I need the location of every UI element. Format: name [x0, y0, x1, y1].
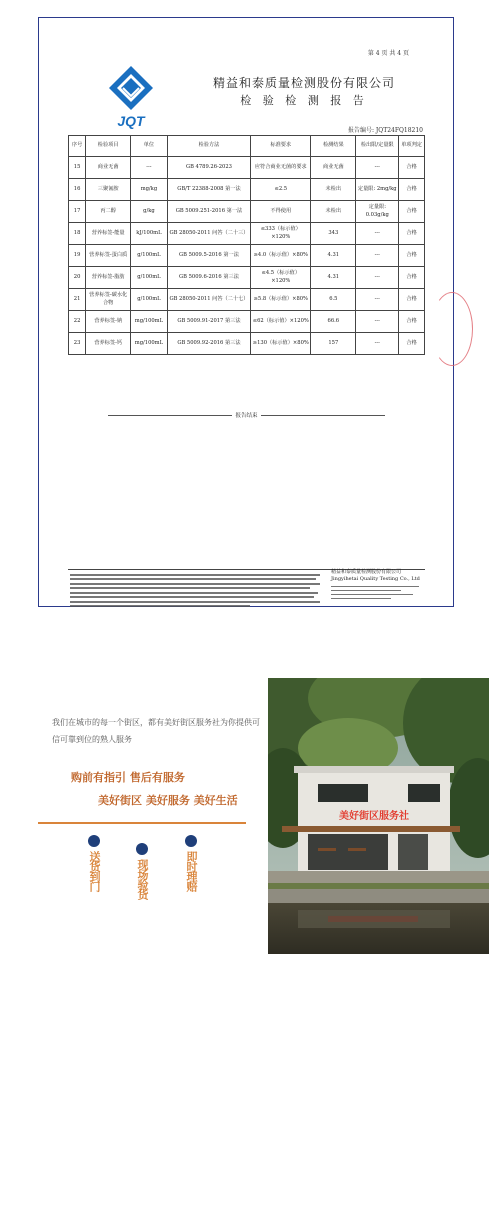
service-label: 现场验货: [136, 859, 149, 899]
company-name: 精益和泰质量检测股份有限公司: [212, 76, 395, 90]
header-cell: 序号: [69, 136, 86, 157]
header-cell: 单项判定: [399, 136, 425, 157]
table-cell: g/100mL: [131, 267, 167, 289]
end-note: [68, 411, 425, 419]
table-cell: 18: [69, 223, 86, 245]
table-cell: 商业无菌: [311, 157, 356, 179]
table-cell: 不得使用: [251, 201, 311, 223]
table-row: [69, 201, 425, 223]
table-row: [69, 179, 425, 201]
table-cell: ≤62（标示值）×120%: [251, 311, 311, 333]
table-cell: 营养标签-脂肪: [86, 267, 131, 289]
diamond-logo-icon: [103, 64, 159, 134]
table-cell: ---: [356, 333, 399, 355]
table-cell: 合格: [399, 157, 425, 179]
table-cell: ≥5.8（标示值）×80%: [251, 289, 311, 311]
page-number: 第 4 页 共 4 页: [367, 50, 409, 57]
table-cell: 合格: [399, 311, 425, 333]
table-cell: mg/kg: [131, 179, 167, 201]
service-item-claims: [183, 835, 199, 891]
table-cell: GB 28050-2011 问答（二十三）: [167, 223, 251, 245]
table-cell: 丙二醇: [86, 201, 131, 223]
table-cell: mg/100mL: [131, 333, 167, 355]
service-label: 送货到门: [88, 851, 101, 891]
table-cell: 合格: [399, 267, 425, 289]
table-cell: ---: [356, 157, 399, 179]
table-cell: kJ/100mL: [131, 223, 167, 245]
table-cell: 20: [69, 267, 86, 289]
table-cell: 合格: [399, 245, 425, 267]
table-cell: 营养标签-能量: [86, 223, 131, 245]
footer-company-block: [331, 569, 423, 602]
test-results-table: [68, 135, 425, 355]
header-cell: 检验方法: [167, 136, 251, 157]
bullet-dot-icon: [136, 843, 148, 855]
table-cell: 合格: [399, 289, 425, 311]
report-title: 检 验 检 测 报 告: [240, 94, 368, 107]
table-cell: 未检出: [311, 179, 356, 201]
slogan-line-1: 购前有指引 售后有服务: [71, 771, 185, 784]
table-cell: ---: [356, 289, 399, 311]
table-cell: g/100mL: [131, 289, 167, 311]
table-cell: 合格: [399, 223, 425, 245]
table-row: [69, 333, 425, 355]
table-cell: GB/T 22388-2008 第一法: [167, 179, 251, 201]
table-cell: ---: [356, 267, 399, 289]
header-cell: 检出限/定量限: [356, 136, 399, 157]
table-cell: 合格: [399, 179, 425, 201]
table-cell: 15: [69, 157, 86, 179]
table-cell: 三聚氰胺: [86, 179, 131, 201]
logo-text: JQT: [117, 113, 145, 129]
table-cell: 营养标签-碳水化合物: [86, 289, 131, 311]
service-item-inspection: [134, 843, 150, 899]
header-cell: 标准要求: [251, 136, 311, 157]
table-cell: GB 5009.6-2016 第三法: [167, 267, 251, 289]
table-cell: GB 28050-2011 问答（二十七）: [167, 289, 251, 311]
orange-divider: [38, 822, 246, 824]
footer-company-name: 精益和泰质量检测股份有限公司: [331, 569, 402, 575]
header-cell: 检测结果: [311, 136, 356, 157]
header-cell: 检验项目: [86, 136, 131, 157]
table-row: [69, 245, 425, 267]
table-cell: ≤333（标示值）×120%: [251, 223, 311, 245]
table-row: [69, 157, 425, 179]
company-logo: [103, 64, 159, 134]
table-row: [69, 289, 425, 311]
table-cell: 应符合商业无菌的要求: [251, 157, 311, 179]
table-cell: GB 5009.92-2016 第三法: [167, 333, 251, 355]
table-cell: 营养标签-蛋白质: [86, 245, 131, 267]
test-report-document: [38, 17, 454, 607]
table-cell: 23: [69, 333, 86, 355]
table-cell: GB 5009.91-2017 第三法: [167, 311, 251, 333]
photo-sign-text: 美好街区服务社: [339, 811, 409, 822]
table-cell: 21: [69, 289, 86, 311]
footer-fine-print: [70, 571, 320, 610]
table-cell: 营养标签-钙: [86, 333, 131, 355]
table-cell: 16: [69, 179, 86, 201]
report-number: 报告编号: JQT24FQ18210: [347, 127, 423, 134]
table-body: [69, 157, 425, 355]
end-note-text: 报告结束: [232, 413, 260, 419]
table-cell: mg/100mL: [131, 311, 167, 333]
table-header-row: [69, 136, 425, 157]
table-row: [69, 223, 425, 245]
table-cell: GB 5009.5-2016 第一法: [167, 245, 251, 267]
table-cell: 4.31: [311, 267, 356, 289]
table-cell: 营养标签-钠: [86, 311, 131, 333]
table-cell: ≤4.5（标示值）×120%: [251, 267, 311, 289]
table-row: [69, 267, 425, 289]
table-cell: 商业无菌: [86, 157, 131, 179]
red-seal-stamp: [431, 292, 473, 366]
table-cell: GB 5009.251-2016 第一法: [167, 201, 251, 223]
table-cell: ---: [356, 311, 399, 333]
service-label: 即时理赔: [185, 851, 198, 891]
bullet-dot-icon: [185, 835, 197, 847]
table-cell: ---: [356, 245, 399, 267]
header-cell: 单位: [131, 136, 167, 157]
table-cell: 17: [69, 201, 86, 223]
table-cell: ---: [131, 157, 167, 179]
table-cell: 22: [69, 311, 86, 333]
table-cell: 66.6: [311, 311, 356, 333]
bullet-dot-icon: [88, 835, 100, 847]
table-cell: 合格: [399, 201, 425, 223]
storefront-photo: [268, 678, 489, 954]
table-cell: ≥130（标示值）×80%: [251, 333, 311, 355]
table-cell: 4.31: [311, 245, 356, 267]
service-item-delivery: [86, 835, 102, 891]
table-cell: ≥4.0（标示值）×80%: [251, 245, 311, 267]
table-cell: ---: [356, 223, 399, 245]
table-cell: 定量限: 2mg/kg: [356, 179, 399, 201]
slogan-line-2: 美好街区 美好服务 美好生活: [98, 794, 238, 807]
table-row: [69, 311, 425, 333]
table-cell: g/kg: [131, 201, 167, 223]
table-cell: 合格: [399, 333, 425, 355]
table-cell: ≤2.5: [251, 179, 311, 201]
footer-company-en: Jingyihetai Quality Testing Co., Ltd: [331, 575, 420, 582]
table-cell: 343: [311, 223, 356, 245]
table-cell: 19: [69, 245, 86, 267]
promo-intro: 我们在城市的每一个街区，都有美好街区服务社为你提供可信可靠到位的熟人服务: [52, 718, 260, 744]
table-cell: g/100mL: [131, 245, 167, 267]
table-cell: 157: [311, 333, 356, 355]
table-cell: 定量限: 0.03g/kg: [356, 201, 399, 223]
table-cell: 未检出: [311, 201, 356, 223]
table-cell: GB 4789.26-2023: [167, 157, 251, 179]
table-cell: 6.5: [311, 289, 356, 311]
